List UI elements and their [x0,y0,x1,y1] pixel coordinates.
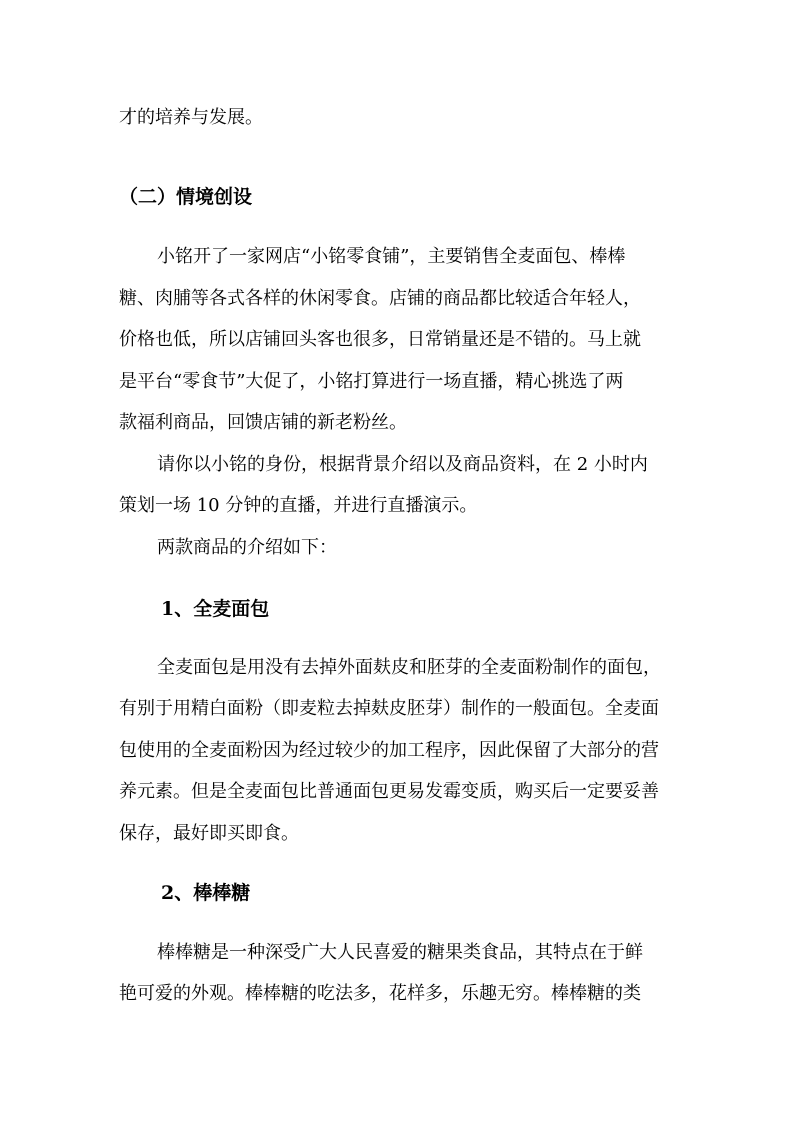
text-line: 棒棒糖是一种深受广大人民喜爱的糖果类食品，其特点在于鲜 [157,942,643,963]
text-line: 策划一场 10 分钟的直播，并进行直播演示。 [119,495,478,516]
text-line: 全麦面包是用没有去掉外面麸皮和胚芽的全麦面粉制作的面包， [157,657,661,678]
text-line: 有别于用精白面粉（即麦粒去掉麸皮胚芽）制作的一般面包。全麦面 [119,698,659,719]
text-line: 才的培养与发展。 [119,107,263,128]
text-line: 价格也低，所以店铺回头客也很多，日常销量还是不错的。马上就 [119,329,641,350]
text-line: 是平台“零食节”大促了，小铭打算进行一场直播，精心挑选了两 [119,371,624,392]
subsection-heading: 1、全麦面包 [161,598,270,620]
subsection-heading: 2、棒棒糖 [161,882,251,904]
text-line: 两款商品的介绍如下： [157,537,337,558]
text-line: 养元素。但是全麦面包比普通面包更易发霉变质，购买后一定要妥善 [119,781,659,802]
text-line: 糖、肉脯等各式各样的休闲零食。店铺的商品都比较适合年轻人， [119,288,641,309]
text-line: 艳可爱的外观。棒棒糖的吃法多，花样多，乐趣无穷。棒棒糖的类 [119,983,641,1004]
section-heading: （二）情境创设 [119,186,253,208]
text-line: 请你以小铭的身份，根据背景介绍以及商品资料，在 2 小时内 [157,454,648,475]
text-line: 款福利商品，回馈店铺的新老粉丝。 [119,412,407,433]
text-line: 包使用的全麦面粉因为经过较少的加工程序，因此保留了大部分的营 [119,740,659,761]
text-line: 小铭开了一家网店“小铭零食铺”，主要销售全麦面包、棒棒 [157,246,626,267]
text-line: 保存，最好即买即食。 [119,823,299,844]
